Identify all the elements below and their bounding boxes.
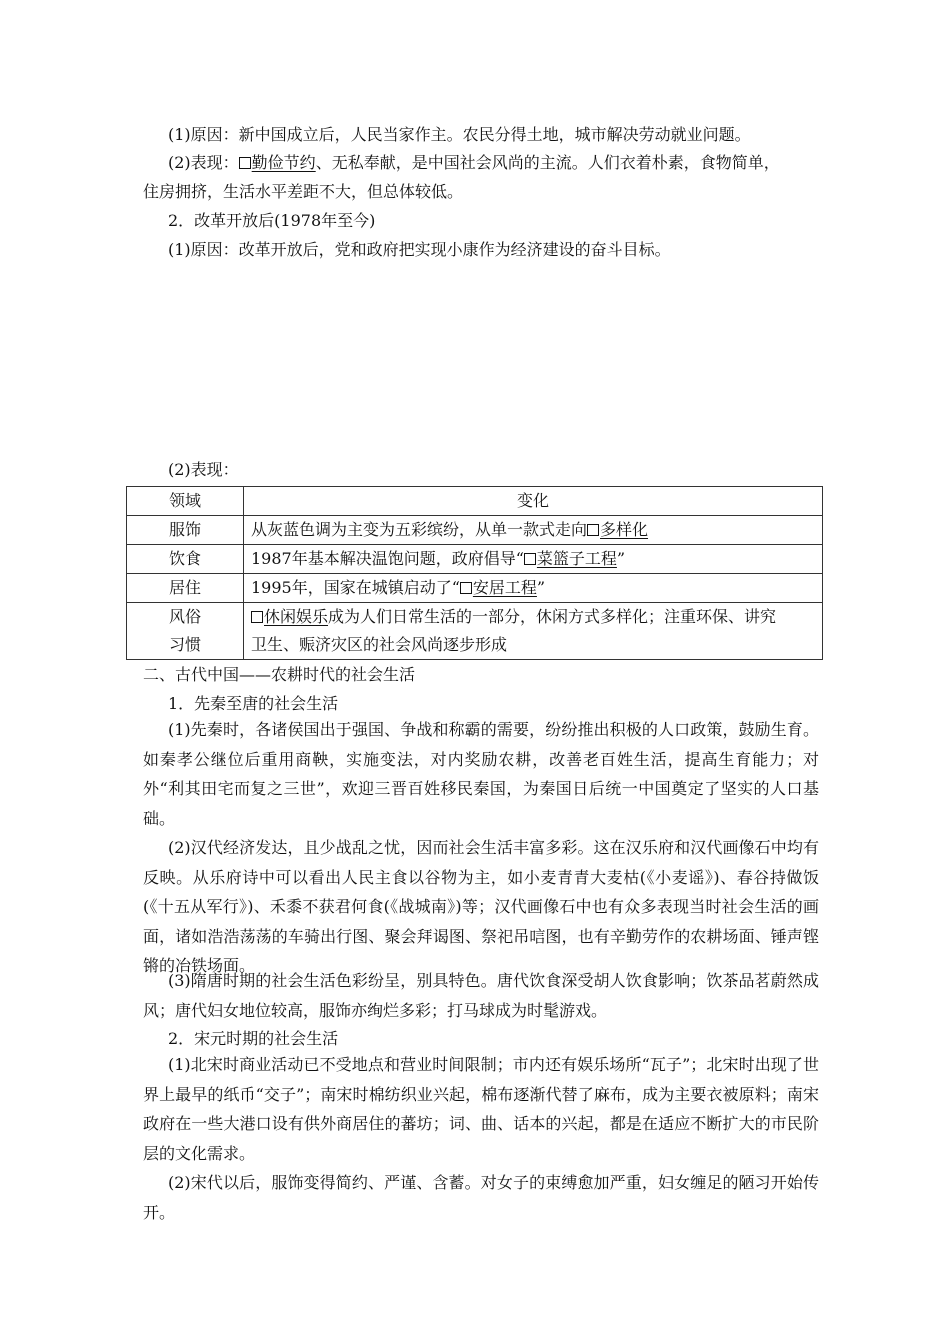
blank-box-icon [460,582,472,594]
table-header-row [127,487,823,516]
row-field-line2: 习惯 [168,635,201,654]
section-heading-reform: 2．改革开放后(1978年至今) [168,211,376,230]
row-change-line2: 卫生、赈济灾区的社会风尚逐步形成 [251,635,508,654]
row-field: 饮食 [127,545,244,574]
performance-line-1 [168,152,780,174]
blank-box-icon [251,611,263,623]
header-change: 变化 [244,487,823,516]
blank-box-icon [587,524,599,536]
paragraph-pre-qin: (1)先秦时，各诸侯国出于强国、争战和称霸的需要，纷纷推出积极的人口政策，鼓励生育。如秦孝公继位后重用商鞅，实施变法，对内奖励农耕，改善老百姓生活，提高生育能力；对外“利其田宅而复之三世”，欢迎三晋百姓移民秦国，为秦国日后统一中国奠定了坚实的人口基础。 [143,720,819,828]
blank-box-icon [239,157,251,169]
row-field: 居住 [127,574,244,603]
cause-line-1: (1)原因：新中国成立后，人民当家作主。农民分得土地，城市解决劳动就业问题。 [168,125,751,144]
table-row [127,603,823,660]
fill-answer: 菜篮子工程 [536,549,617,568]
header-field: 领域 [127,487,244,516]
paragraph-song-dress: (2)宋代以后，服饰变得简约、严谨、含蓄。对女子的束缚愈加严重，妇女缠足的陋习开始传开。 [143,1173,819,1222]
blank-box-icon [524,553,536,565]
paragraph-han: (2)汉代经济发达，且少战乱之忧，因而社会生活丰富多彩。这在汉乐府和汉代画像石中均有反映。从乐府诗中可以看出人民主食以谷物为主，如小麦青青大麦枯(《小麦谣》)、春谷持做饭(《十五从军行》)、禾黍不获君何食(《战城南》)等；汉代画像石中也有众多表现当时社会生活的画面，诸如浩浩荡荡的车骑出行图、聚会拜谒图、祭祀吊唁图，也有辛勤劳作的农耕场面、锤声铿锵的冶铁场面。 [143,838,819,975]
fill-answer: 休闲娱乐 [264,607,329,626]
performance-suffix: 、无私奉献，是中国社会风尚的主流。人们衣着朴素，食物简单， [315,153,780,172]
row-field-line1: 风俗 [168,607,201,626]
heading-pre-qin-tang: 1．先秦至唐的社会生活 [168,694,339,713]
table-row [127,574,823,603]
changes-table [126,486,823,660]
table-intro: (2)表现： [168,460,239,479]
row-field [127,603,244,660]
row-text-end: ” [616,549,626,568]
paragraph-song-commerce: (1)北宋时商业活动已不受地点和营业时间限制；市内还有娱乐场所“瓦子”；北宋时出现了世界上最早的纸币“交子”；南宋时棉纺织业兴起，棉布逐渐代替了麻布，成为主要衣被原料；南宋政府在一些大港口设有供外商居住的蕃坊；词、曲、话本的兴起，都是在适应不断扩大的市民阶层的文化需求。 [143,1055,819,1163]
fill-answer: 多样化 [600,520,649,539]
row-text: 从灰蓝色调为主变为五彩缤纷，从单一款式走向 [251,520,588,539]
table-row [127,516,823,545]
row-change [244,603,823,660]
row-text: 成为人们日常生活的一部分，休闲方式多样化；注重环保、讲究 [328,607,777,626]
row-text: 1987年基本解决温饱问题，政府倡导“ [251,549,524,568]
row-field: 服饰 [127,516,244,545]
row-change [244,545,823,574]
row-text-end: ” [536,578,546,597]
row-change [244,516,823,545]
performance-prefix: (2)表现： [168,153,239,172]
row-text: 1995年，国家在城镇启动了“ [251,578,460,597]
performance-line-2: 住房拥挤，生活水平差距不大，但总体较低。 [143,182,464,201]
table-row [127,545,823,574]
row-change [244,574,823,603]
fill-answer: 勤俭节约 [251,153,316,172]
fill-answer: 安居工程 [472,578,537,597]
paragraph-sui-tang: (3)隋唐时期的社会生活色彩纷呈，别具特色。唐代饮食深受胡人饮食影响；饮茶品茗蔚然成风；唐代妇女地位较高，服饰亦绚烂多彩；打马球成为时髦游戏。 [143,971,819,1020]
row-change-line1 [251,603,815,631]
reform-cause-line: (1)原因：改革开放后，党和政府把实现小康作为经济建设的奋斗目标。 [168,240,671,259]
heading-ancient-china: 二、古代中国——农耕时代的社会生活 [143,665,416,684]
heading-song-yuan: 2．宋元时期的社会生活 [168,1029,339,1048]
